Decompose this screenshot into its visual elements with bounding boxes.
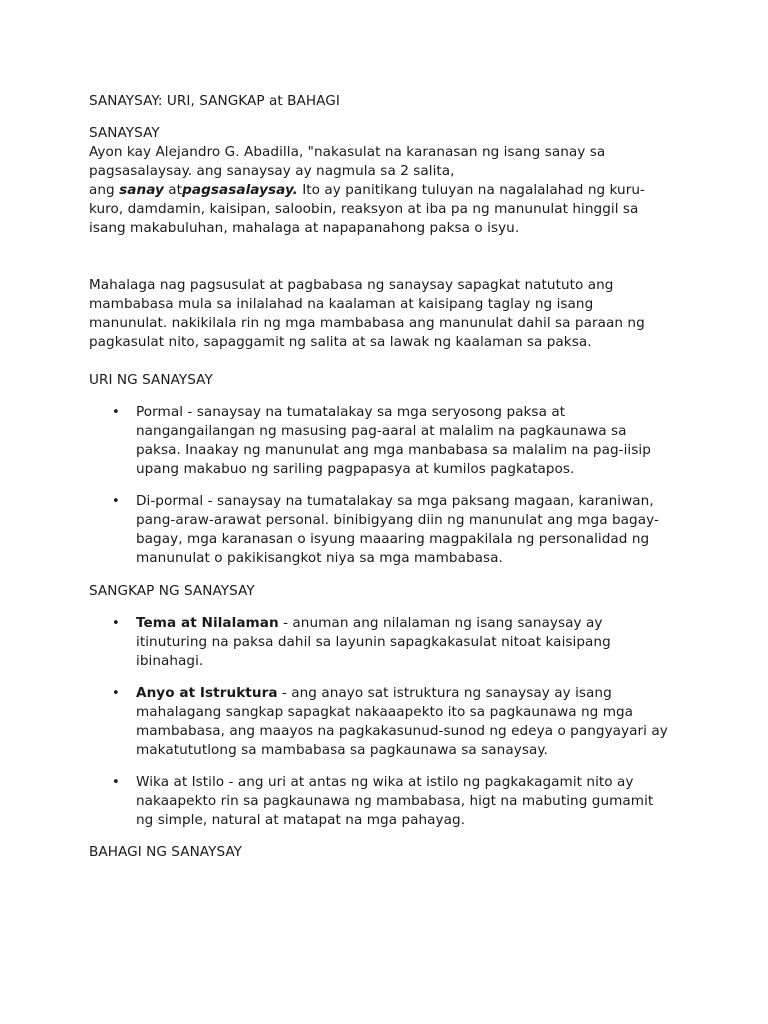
bullet-icon: • — [112, 616, 120, 631]
list-item-line: manunulat o pakikisangkot niya sa mga mambabasa. — [136, 550, 503, 566]
list-item-line: pang-araw-arawat personal. binibigyang diin ng manunulat ang mga bagay- — [136, 512, 659, 528]
list-item-line: ng simple, natural at matapat na mga pahayag. — [136, 812, 466, 828]
importance-line: mambabasa mula sa inilalahad na kaalaman at kaisipang taglay ng isang — [89, 296, 594, 312]
term-pagsasalaysay: pagsasalaysay. — [182, 182, 298, 198]
section-heading-sangkap: SANGKAP NG SANAYSAY — [89, 583, 255, 599]
bullet-icon: • — [112, 686, 120, 701]
section-heading-bahagi: BAHAGI NG SANAYSAY — [89, 844, 243, 860]
term-tema-at-nilalaman: Tema at Nilalaman — [136, 615, 279, 631]
list-item-line — [136, 614, 602, 633]
section-heading-uri: URI NG SANAYSAY — [89, 372, 213, 388]
list-item-line: paksa. Inaakay ng manunulat ang mga manbabasa sa malalim na pag-iisip — [136, 442, 651, 458]
bullet-icon: • — [112, 775, 120, 790]
document-title: SANAYSAY: URI, SANGKAP at BAHAGI — [89, 93, 340, 109]
list-item-line: nakaapekto rin sa pagkaunawa ng mambabasa, higt na mabuting gumamit — [136, 793, 654, 809]
list-item-text: - ang anayo sat istruktura ng sanaysay ay isang — [277, 685, 612, 701]
section-heading-sanaysay: SANAYSAY — [89, 125, 160, 141]
intro-line: pagsasalaysay. ang sanaysay ay nagmula sa 2 salita, — [89, 163, 455, 179]
list-item-text: - anuman ang nilalaman ng isang sanaysay ay — [278, 615, 603, 631]
intro-line — [89, 181, 645, 200]
intro-line: Ayon kay Alejandro G. Abadilla, "nakasulat na karanasan ng isang sanay sa — [89, 144, 606, 160]
intro-line: kuro, damdamin, kaisipan, saloobin, reaksyon at iba pa ng manunulat hinggil sa — [89, 201, 639, 217]
list-item-line: mambabasa, ang maayos na pagkakasunud-sunod ng edeya o pangyayari ay — [136, 723, 668, 739]
bullet-icon: • — [112, 405, 120, 420]
importance-line: pagkasulat nito, sapaggamit ng salita at sa lawak ng kaalaman sa paksa. — [89, 334, 592, 350]
list-item-line: bagay, mga karanasan o isyung maaaring magpakilala ng personalidad ng — [136, 531, 650, 547]
intro-line: isang makabuluhan, mahalaga at napapanahong paksa o isyu. — [89, 220, 520, 236]
list-item-line: Pormal - sanaysay na tumatalakay sa mga seryosong paksa at — [136, 404, 566, 420]
list-item-line: Di-pormal - sanaysay na tumatalakay sa mga paksang magaan, karaniwan, — [136, 493, 654, 509]
term-anyo-at-istruktura: Anyo at Istruktura — [136, 685, 278, 701]
term-sanay: sanay — [119, 182, 164, 198]
importance-line: manunulat. nakikilala rin ng mga mambabasa ang manunulat dahil sa paraan ng — [89, 315, 645, 331]
list-item-line — [136, 684, 612, 703]
list-item-line: Wika at Istilo - ang uri at antas ng wika at istilo ng pagkakagamit nito ay — [136, 774, 634, 790]
intro-text: at — [163, 182, 183, 198]
importance-line: Mahalaga nag pagsusulat at pagbabasa ng sanaysay sapagkat natututo ang — [89, 277, 614, 293]
list-item-line: makatututlong sa mambabasa sa pagkaunawa sa sanaysay. — [136, 742, 548, 758]
list-item-line: nangangailangan ng masusing pag-aaral at malalim na pagkaunawa sa — [136, 423, 627, 439]
intro-text: Ito ay panitikang tuluyan na nagalalahad ng kuru- — [297, 182, 645, 198]
list-item-line: ibinahagi. — [136, 653, 204, 669]
list-item-line: mahalagang sangkap sapagkat nakaaapekto ito sa pagkaunawa ng mga — [136, 704, 634, 720]
intro-text: ang — [89, 182, 120, 198]
bullet-icon: • — [112, 494, 120, 509]
list-item-line: itinuturing na paksa dahil sa layunin sapagkakasulat nitoat kaisipang — [136, 634, 611, 650]
list-item-line: upang makabuo ng sariling pagpapasya at kumilos pagkatapos. — [136, 461, 575, 477]
